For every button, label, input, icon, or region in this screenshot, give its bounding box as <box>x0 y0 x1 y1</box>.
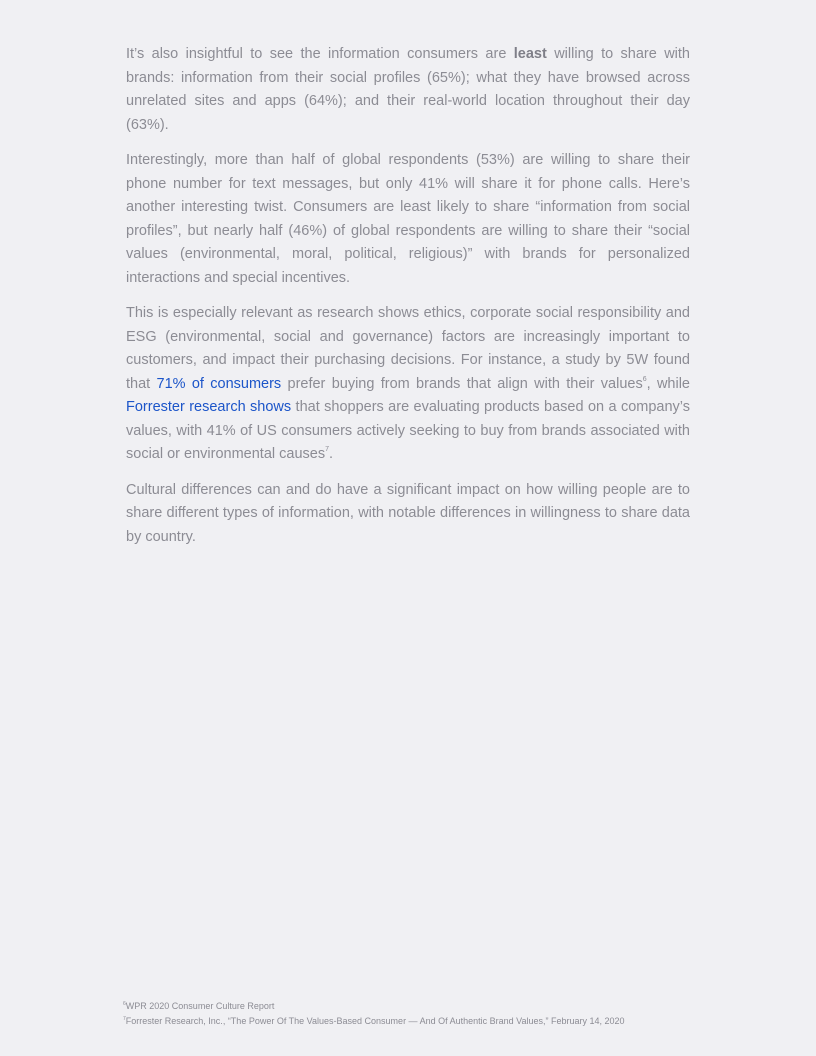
emphasis-least: least <box>513 46 547 62</box>
paragraph-cultural-differences <box>126 479 690 550</box>
footnote-ref-7: 7 <box>325 446 329 454</box>
footnote-marker: 6 <box>123 1001 126 1007</box>
paragraph-text: This is especially relevant as research shows ethics, corporate social responsibility and ESG (environmental, social and governance) factors are increasingly important to customers, and impact their purchasing decisions. For instance, a study by 5W found that <box>126 305 690 392</box>
paragraph-phone-number <box>126 149 690 290</box>
paragraph-text: willing to share with brands: information from their social profiles (65%); what they have browsed across unrelated sites and apps (64%); and their real-world location throughout their day (63%). <box>126 46 690 133</box>
link-forrester-research[interactable]: Forrester research shows <box>126 399 292 415</box>
paragraph-text: . <box>328 446 334 462</box>
footnote-ref-6: 6 <box>642 375 647 383</box>
footnote-text: WPR 2020 Consumer Culture Report <box>125 1001 275 1011</box>
paragraph-text: prefer buying from brands that align with their values <box>281 375 643 392</box>
footnote-marker: 7 <box>123 1016 126 1022</box>
footnote-text: Forrester Research, Inc., “The Power Of The Values-Based Consumer — And Of Authentic Brand Values,” February 14, 2020 <box>125 1016 625 1026</box>
link-71-percent-consumers[interactable]: 71% of consumers <box>156 375 282 392</box>
footnote-6 <box>123 999 723 1014</box>
paragraph-least-willing <box>126 43 690 137</box>
paragraph-text: , while <box>646 375 690 392</box>
paragraph-text: Interestingly, more than half of global respondents (53%) are willing to share their phone number for text messages, but only 41% will share it for phone calls. Here’s another interesting twist. Consumers are least likely to share “information from social profiles”, but nearly half (46%) of global respondents are willing to share their “social values (environmental, moral, political, religious)” with brands for personalized interactions and special incentives. <box>126 152 690 286</box>
paragraph-text: that shoppers are evaluating products based on a company’s values, with 41% of US consumers actively seeking to buy from brands associated with social or environmental causes <box>126 399 691 462</box>
footnote-7 <box>123 1014 723 1029</box>
footnotes <box>123 999 723 1029</box>
paragraph-text: Cultural differences can and do have a significant impact on how willing people are to share different types of information, with notable differences in willingness to share data by country. <box>126 481 690 545</box>
paragraph-text: It’s also insightful to see the information consumers are <box>126 46 514 62</box>
main-content <box>126 43 690 561</box>
paragraph-esg-relevance <box>126 302 690 467</box>
